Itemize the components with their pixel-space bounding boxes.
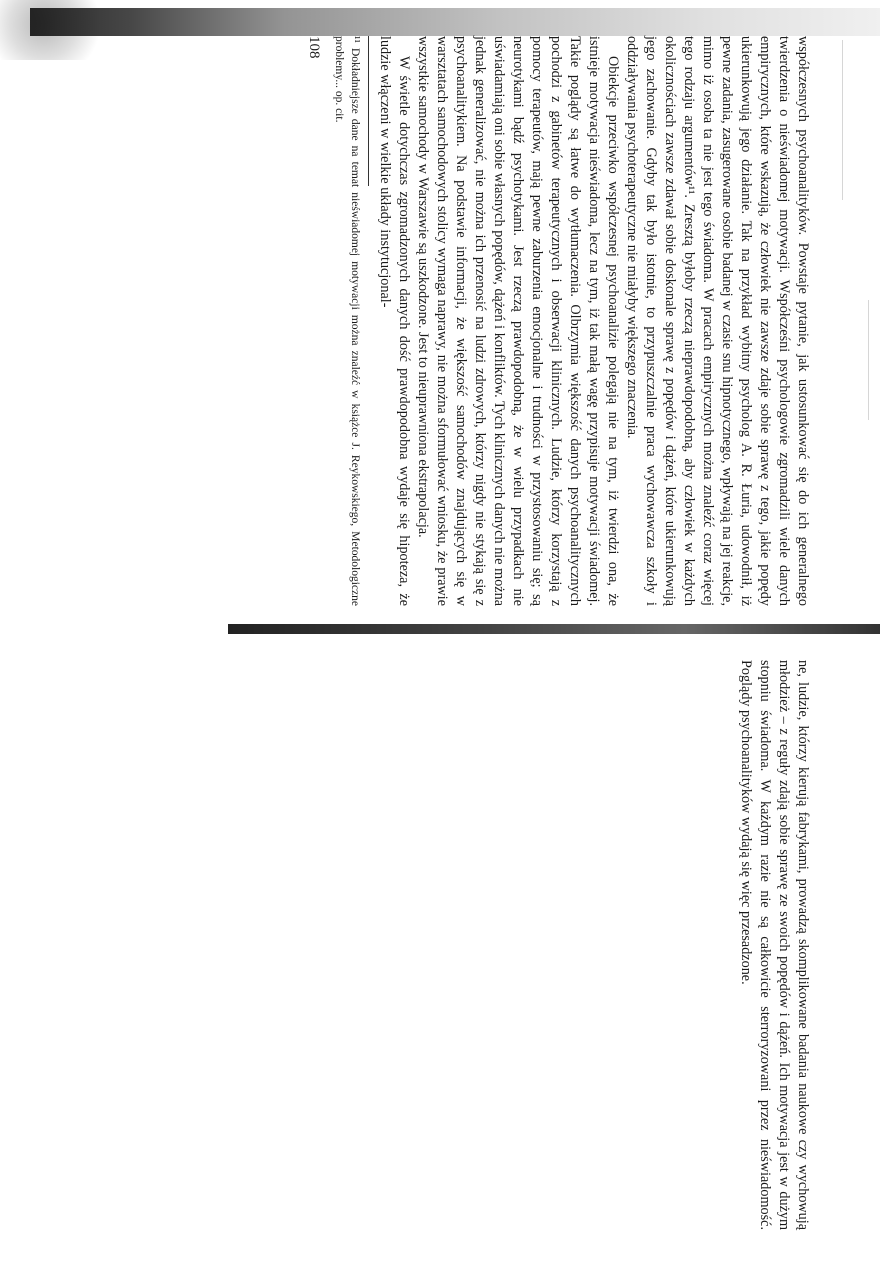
page-number: 108 [306, 36, 322, 59]
lower-page-body [736, 660, 812, 1230]
book-spine-shadow [228, 624, 880, 634]
upper-page-body [304, 36, 812, 606]
scan-artifact-line [842, 40, 843, 200]
footnote-marker: ¹¹ [349, 36, 361, 43]
lower-page-rotated [736, 660, 812, 1230]
paragraph-continuation: ne, ludzie, którzy kierują fabrykami, prowadzą skomplikowane badania naukowe czy wychowują młodzież – z reguły zdają sobie sprawę ze swoich popędów i dążeń. Ich motywacja jest w dużym stopniu świadoma. W każdym razie nie są całkowicie sterroryzowani przez nieświadomość. Poglądy psychoanalityków wydają się więc przesadzone. [738, 660, 811, 1230]
footnote [331, 36, 363, 606]
scan-edge-shadow [30, 8, 880, 36]
footnote-text: Dokładniejsze dane na temat nieświadomej motywacji można znaleźć w książce J. Reykowskiego, Metodologiczne problemy... op. cit. [333, 36, 361, 606]
paragraph-2-text: Obiekcje przeciwko współczesnej psychoanalizie polegają nie na tym, iż twierdzi ona, że istnieje motywacja nieświadoma, lecz na tym, iż tak małą wagę przypisuje motywacji świadomej. Takie poglądy są łatwe do wytłumaczenia. Olbrzymia większość danych psychoanalitycznych pochodzi z gabinetów terapeutycznych i obserwacji klinicznych. Ludzie, którzy korzystają z pomocy terapeutów, mają pewne zaburzenia emocjonalne i trudności w przystosowaniu się; są neurotykami bądź psychotykami. Jest rzeczą prawdopodobną, że w wielu przypadkach nie uświadamiają oni sobie własnych popędów, dążeń i konfliktów. Tych klinicznych danych nie można jednak generalizować, nie można ich przenosić na ludzi zdrowych, którzy nigdy nie stykają się z psychoanalitykiem. Na podstawie informacji, że większość samochodów znajdujących się w warsztatach samochodowych stolicy wymaga naprawy, nie można sformułować wniosku, że prawie wszystkie samochody w Warszawie są uszkodzone. Jest to nieuprawniona ekstrapolacja. [415, 36, 621, 606]
paragraph-2 [413, 36, 622, 606]
upper-page-rotated [304, 36, 812, 606]
scan-artifact-line [868, 300, 869, 420]
footnote-rule [368, 36, 369, 186]
paragraph-1: współczesnych psychoanalityków. Powstaje pytanie, jak ustosunkować się do ich generalnego twierdzenia o nieświadomej motywacji. Współcześni psychologowie zgromadzili wiele danych empirycznych, które wskazują, że człowiek nie zawsze zdaje sobie sprawę z tego, jakie popędy ukierunkowują jego działanie. Tak na przykład wybitny psycholog A. R. Łuria, udowodnił, iż pewne zadania, zasugerowane osobie badanej w czasie snu hipnotycznego, wpływają na jej reakcje, mimo iż osoba ta nie jest tego świadoma. W pracach empirycznych można znaleźć coraz więcej tego rodzaju argumentów¹¹. Zresztą byłoby rzeczą nieprawdopodobną, aby człowiek w każdych okolicznościach zawsze zdawał sobie doskonale sprawę z popędów i dążeń, które ukierunkowują jego zachowanie. Gdyby tak było istotnie, to przypuszczalnie praca wychowawcza szkoły i oddziaływania psychoterapeutyczne nie miałyby większego znaczenia. [624, 36, 811, 606]
paragraph-3: W świetle dotychczas zgromadzonych danych dość prawdopodobna wydaje się hipoteza, że ludzie włączeni w wielkie układy instytucjonal- [377, 36, 412, 606]
